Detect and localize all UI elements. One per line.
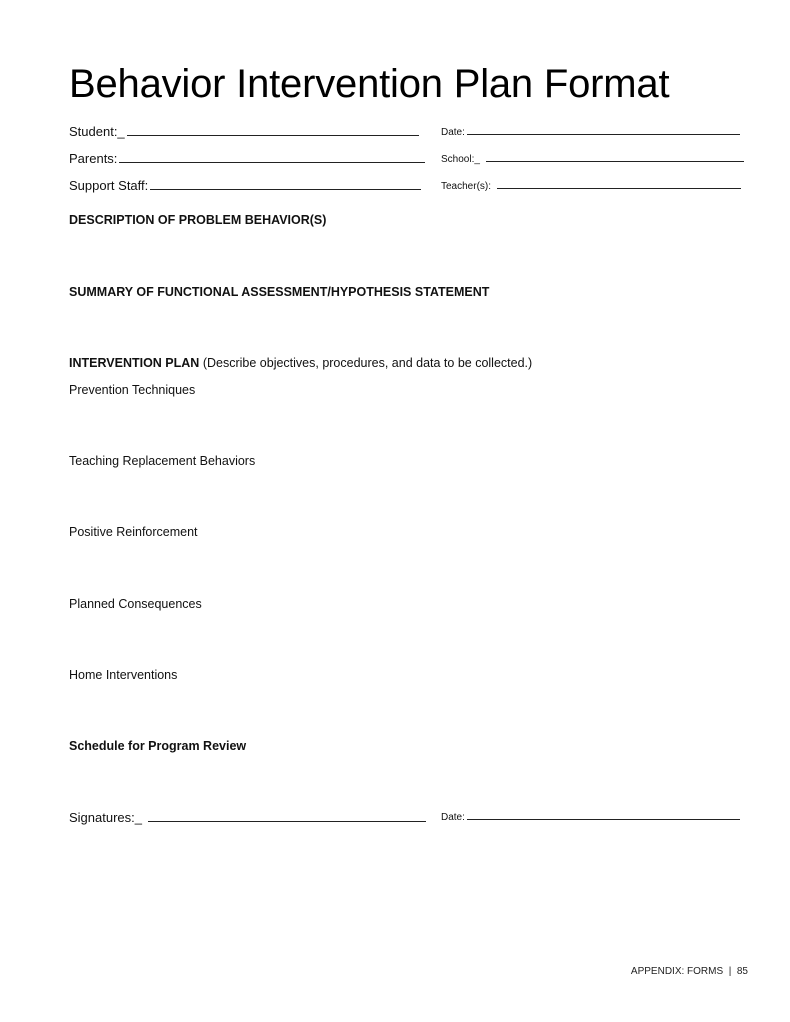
- date-field[interactable]: [441, 127, 740, 138]
- parents-label: Parents:: [69, 151, 118, 166]
- teachers-input-line[interactable]: [497, 188, 741, 189]
- intervention-plan-note: (Describe objectives, procedures, and data to be collected.): [202, 356, 533, 370]
- document-title: Behavior Intervention Plan Format: [69, 62, 670, 106]
- date-input-line[interactable]: [467, 134, 740, 135]
- schedule-heading: Schedule for Program Review: [69, 739, 247, 753]
- summary-heading: SUMMARY OF FUNCTIONAL ASSESSMENT/HYPOTHESIS STATEMENT: [69, 285, 490, 299]
- date-label: Date:: [441, 127, 465, 138]
- parents-input-line[interactable]: [119, 162, 425, 163]
- student-field[interactable]: [69, 124, 419, 139]
- signature-date-label: Date:: [441, 812, 465, 823]
- signatures-input-line[interactable]: [148, 821, 426, 822]
- teachers-label: Teacher(s):: [441, 181, 492, 192]
- support-staff-input-line[interactable]: [150, 189, 421, 190]
- intervention-plan-heading: [69, 356, 532, 370]
- signature-date-field[interactable]: [441, 812, 740, 823]
- school-input-line[interactable]: [486, 161, 744, 162]
- parents-field[interactable]: [69, 151, 425, 166]
- signature-date-input-line[interactable]: [467, 819, 740, 820]
- home-interventions-label: Home Interventions: [69, 668, 178, 682]
- teachers-field[interactable]: [441, 181, 741, 192]
- teaching-replacement-label: Teaching Replacement Behaviors: [69, 454, 256, 468]
- signatures-label: Signatures:_: [69, 810, 142, 825]
- support-staff-label: Support Staff:: [69, 178, 149, 193]
- school-field[interactable]: [441, 154, 744, 165]
- student-label: Student:_: [69, 124, 125, 139]
- signatures-field[interactable]: [69, 810, 426, 825]
- page-footer: APPENDIX: FORMS | 85: [630, 966, 748, 977]
- planned-consequences-label: Planned Consequences: [69, 597, 202, 611]
- student-input-line[interactable]: [127, 135, 419, 136]
- description-heading: DESCRIPTION OF PROBLEM BEHAVIOR(S): [69, 213, 327, 227]
- support-staff-field[interactable]: [69, 178, 421, 193]
- positive-reinforcement-label: Positive Reinforcement: [69, 525, 198, 539]
- intervention-plan-label: INTERVENTION PLAN: [69, 356, 200, 370]
- school-label: School:_: [441, 154, 480, 165]
- prevention-techniques-label: Prevention Techniques: [69, 383, 196, 397]
